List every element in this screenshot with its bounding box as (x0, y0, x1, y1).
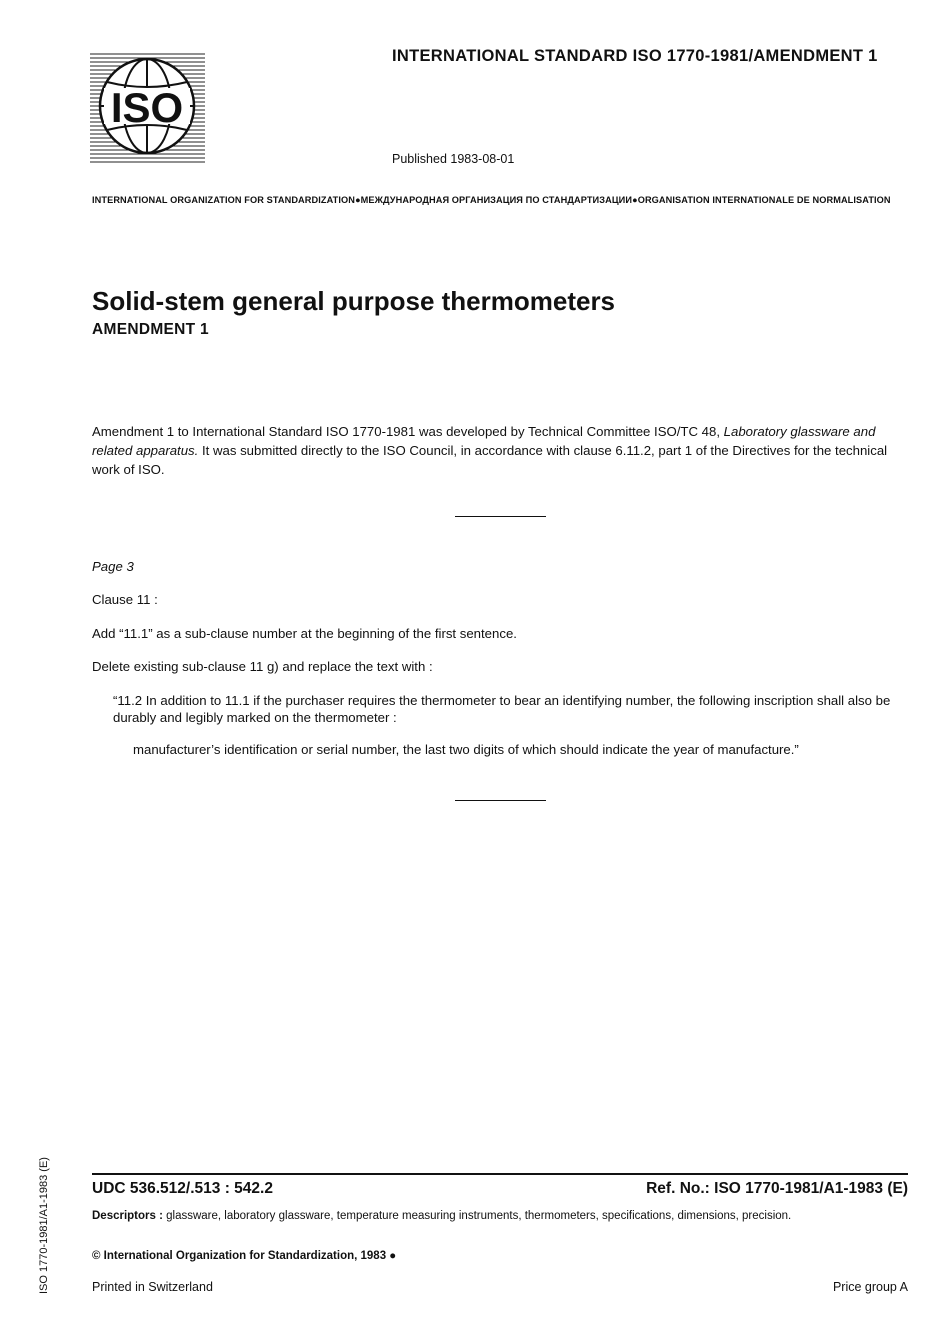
descriptors-list: glassware, laboratory glassware, temperature measuring instruments, thermometers, specifications, dimensions, precision. (162, 1210, 792, 1222)
descriptors-label: Descriptors : (92, 1210, 163, 1222)
intro-text-2: It was submitted directly to the ISO Council, in accordance with clause 6.11.2, part 1 of the Directives for the technical work of ISO. (92, 443, 888, 477)
intro-paragraph (92, 422, 910, 479)
committee-name: Laboratory glassware and related apparatus. (92, 424, 876, 458)
document-title: Solid-stem general purpose thermometers (92, 286, 616, 316)
page-reference: Page 3 (92, 559, 134, 574)
price-group: Price group A (832, 1280, 908, 1294)
side-reference: ISO 1770-1981/A1-1983 (E) (38, 1157, 50, 1294)
reference-number: Ref. No.: ISO 1770-1981/A1-1983 (E) (646, 1180, 908, 1197)
descriptors (92, 1210, 791, 1222)
standard-title: INTERNATIONAL STANDARD ISO 1770-1981/AMENDMENT 1 (392, 47, 878, 65)
new-clause-text: “11.2 In addition to 11.1 if the purchaser requires the thermometer to bear an identifying number, the following inscription shall also be durably and legibly marked on the thermometer : (113, 693, 891, 725)
svg-text:ISO: ISO (110, 84, 184, 131)
printed-location: Printed in Switzerland (92, 1280, 213, 1294)
divider (455, 800, 546, 801)
copyright: © International Organization for Standardization, 1983 ● (92, 1250, 397, 1262)
intro-text-1: Amendment 1 to International Standard ISO 1770-1981 was developed by Technical Committee ISO/TC 48, (92, 424, 724, 439)
add-instruction: Add “11.1” as a sub-clause number at the beginning of the first sentence. (92, 626, 517, 641)
document-subtitle: AMENDMENT 1 (92, 321, 209, 338)
clause-heading: Clause 11 : (92, 592, 158, 607)
iso-logo (90, 50, 205, 163)
footer-divider (92, 1173, 908, 1175)
divider (455, 516, 546, 517)
organization-line: INTERNATIONAL ORGANIZATION FOR STANDARDIZATION●МЕЖДУНАРОДНАЯ ОРГАНИЗАЦИЯ ПО СТАНДАРТИЗАЦИИ●ORGANISATION INTERNATIONALE DE NORMALISATION (92, 195, 891, 205)
published-date: Published 1983-08-01 (392, 152, 515, 166)
delete-instruction: Delete existing sub-clause 11 g) and replace the text with : (92, 659, 433, 674)
manufacturer-text: manufacturer’s identification or serial number, the last two digits of which should indicate the year of manufacture.” (133, 742, 799, 757)
udc-code: UDC 536.512/.513 : 542.2 (92, 1180, 273, 1197)
